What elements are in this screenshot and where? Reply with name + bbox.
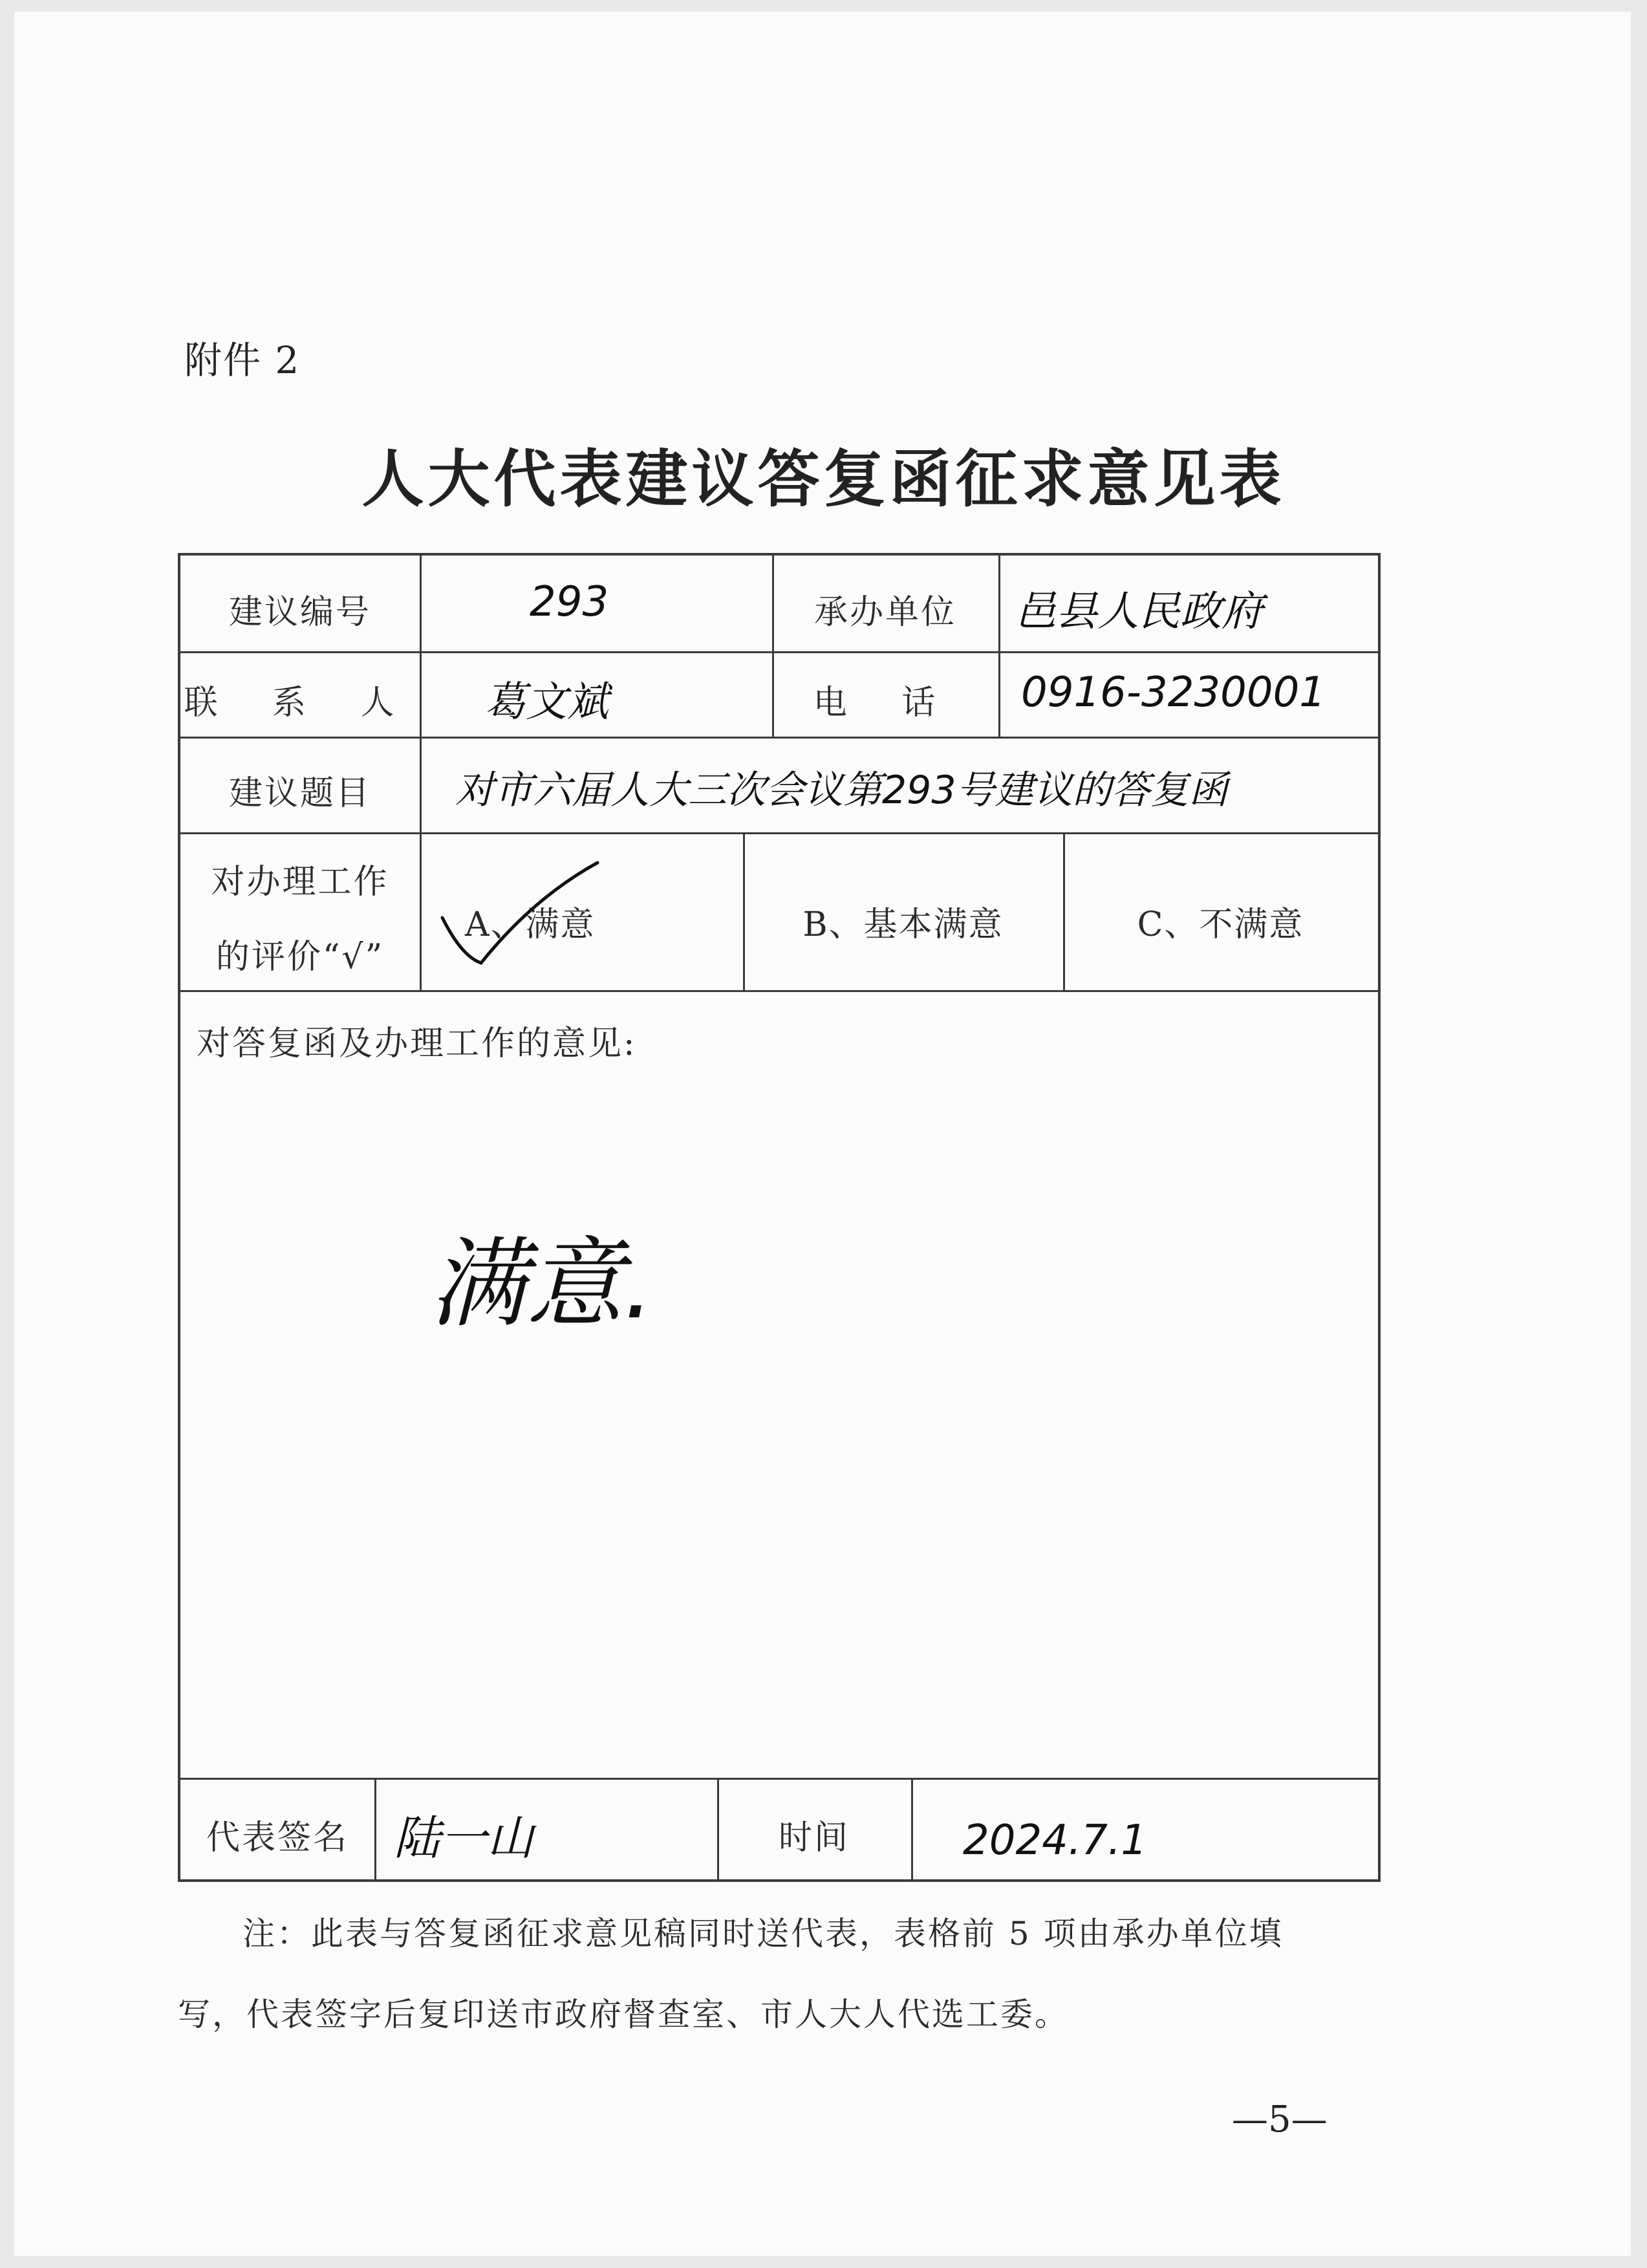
opinion-label: 对答复函及办理工作的意见: [197, 1024, 637, 1063]
checkmark-icon [436, 859, 604, 969]
row-divider [180, 651, 1378, 653]
opinion-form-table [178, 553, 1381, 1882]
phone-label: 电 话 [813, 684, 958, 722]
col-divider [911, 1778, 913, 1879]
row-divider [180, 990, 1378, 992]
col-divider [374, 1778, 376, 1879]
phone-value: 0916-3230001 [1021, 669, 1326, 717]
contact-label: 联 系 人 [184, 684, 416, 722]
handling-unit-value: 邑县人民政府 [1015, 588, 1263, 636]
option-b-basically-satisfied[interactable]: B、基本满意 [802, 905, 1004, 944]
attachment-label: 附件 2 [184, 338, 301, 382]
topic-value: 对市六届人大三次会议第293号建议的答复函 [455, 768, 1228, 813]
page-title: 人大代表建议答复函征求意见表 [361, 442, 1286, 515]
proposal-number-value: 293 [530, 578, 609, 626]
note-line-2: 写，代表签字后复印送市政府督查室、市人大人代选工委。 [178, 1996, 1069, 2033]
row-divider [180, 737, 1378, 739]
option-a-satisfied[interactable]: A、满意 [465, 905, 596, 944]
signature-value: 陆一山 [394, 1811, 534, 1865]
row-divider [180, 832, 1378, 834]
col-divider [420, 556, 422, 990]
signature-label: 代表签名 [206, 1819, 349, 1857]
time-label: 时间 [778, 1819, 850, 1857]
proposal-number-label: 建议编号 [228, 593, 371, 632]
evaluation-label-line1: 对办理工作 [211, 863, 389, 902]
col-divider [998, 556, 1000, 737]
contact-value: 葛文斌 [484, 678, 608, 726]
evaluation-label-line2: 的评价“√” [215, 938, 385, 977]
handling-unit-label: 承办单位 [813, 593, 956, 632]
opinion-value: 满意. [429, 1228, 654, 1341]
topic-label: 建议题目 [228, 774, 371, 813]
time-value: 2024.7.1 [963, 1817, 1147, 1864]
note-line-1: 注：此表与答复函征求意见稿同时送代表，表格前 5 项由承办单位填 [242, 1915, 1284, 1952]
row-divider [180, 1778, 1378, 1780]
page-number: —5— [1232, 2099, 1328, 2141]
option-c-not-satisfied[interactable]: C、不满意 [1137, 905, 1304, 944]
